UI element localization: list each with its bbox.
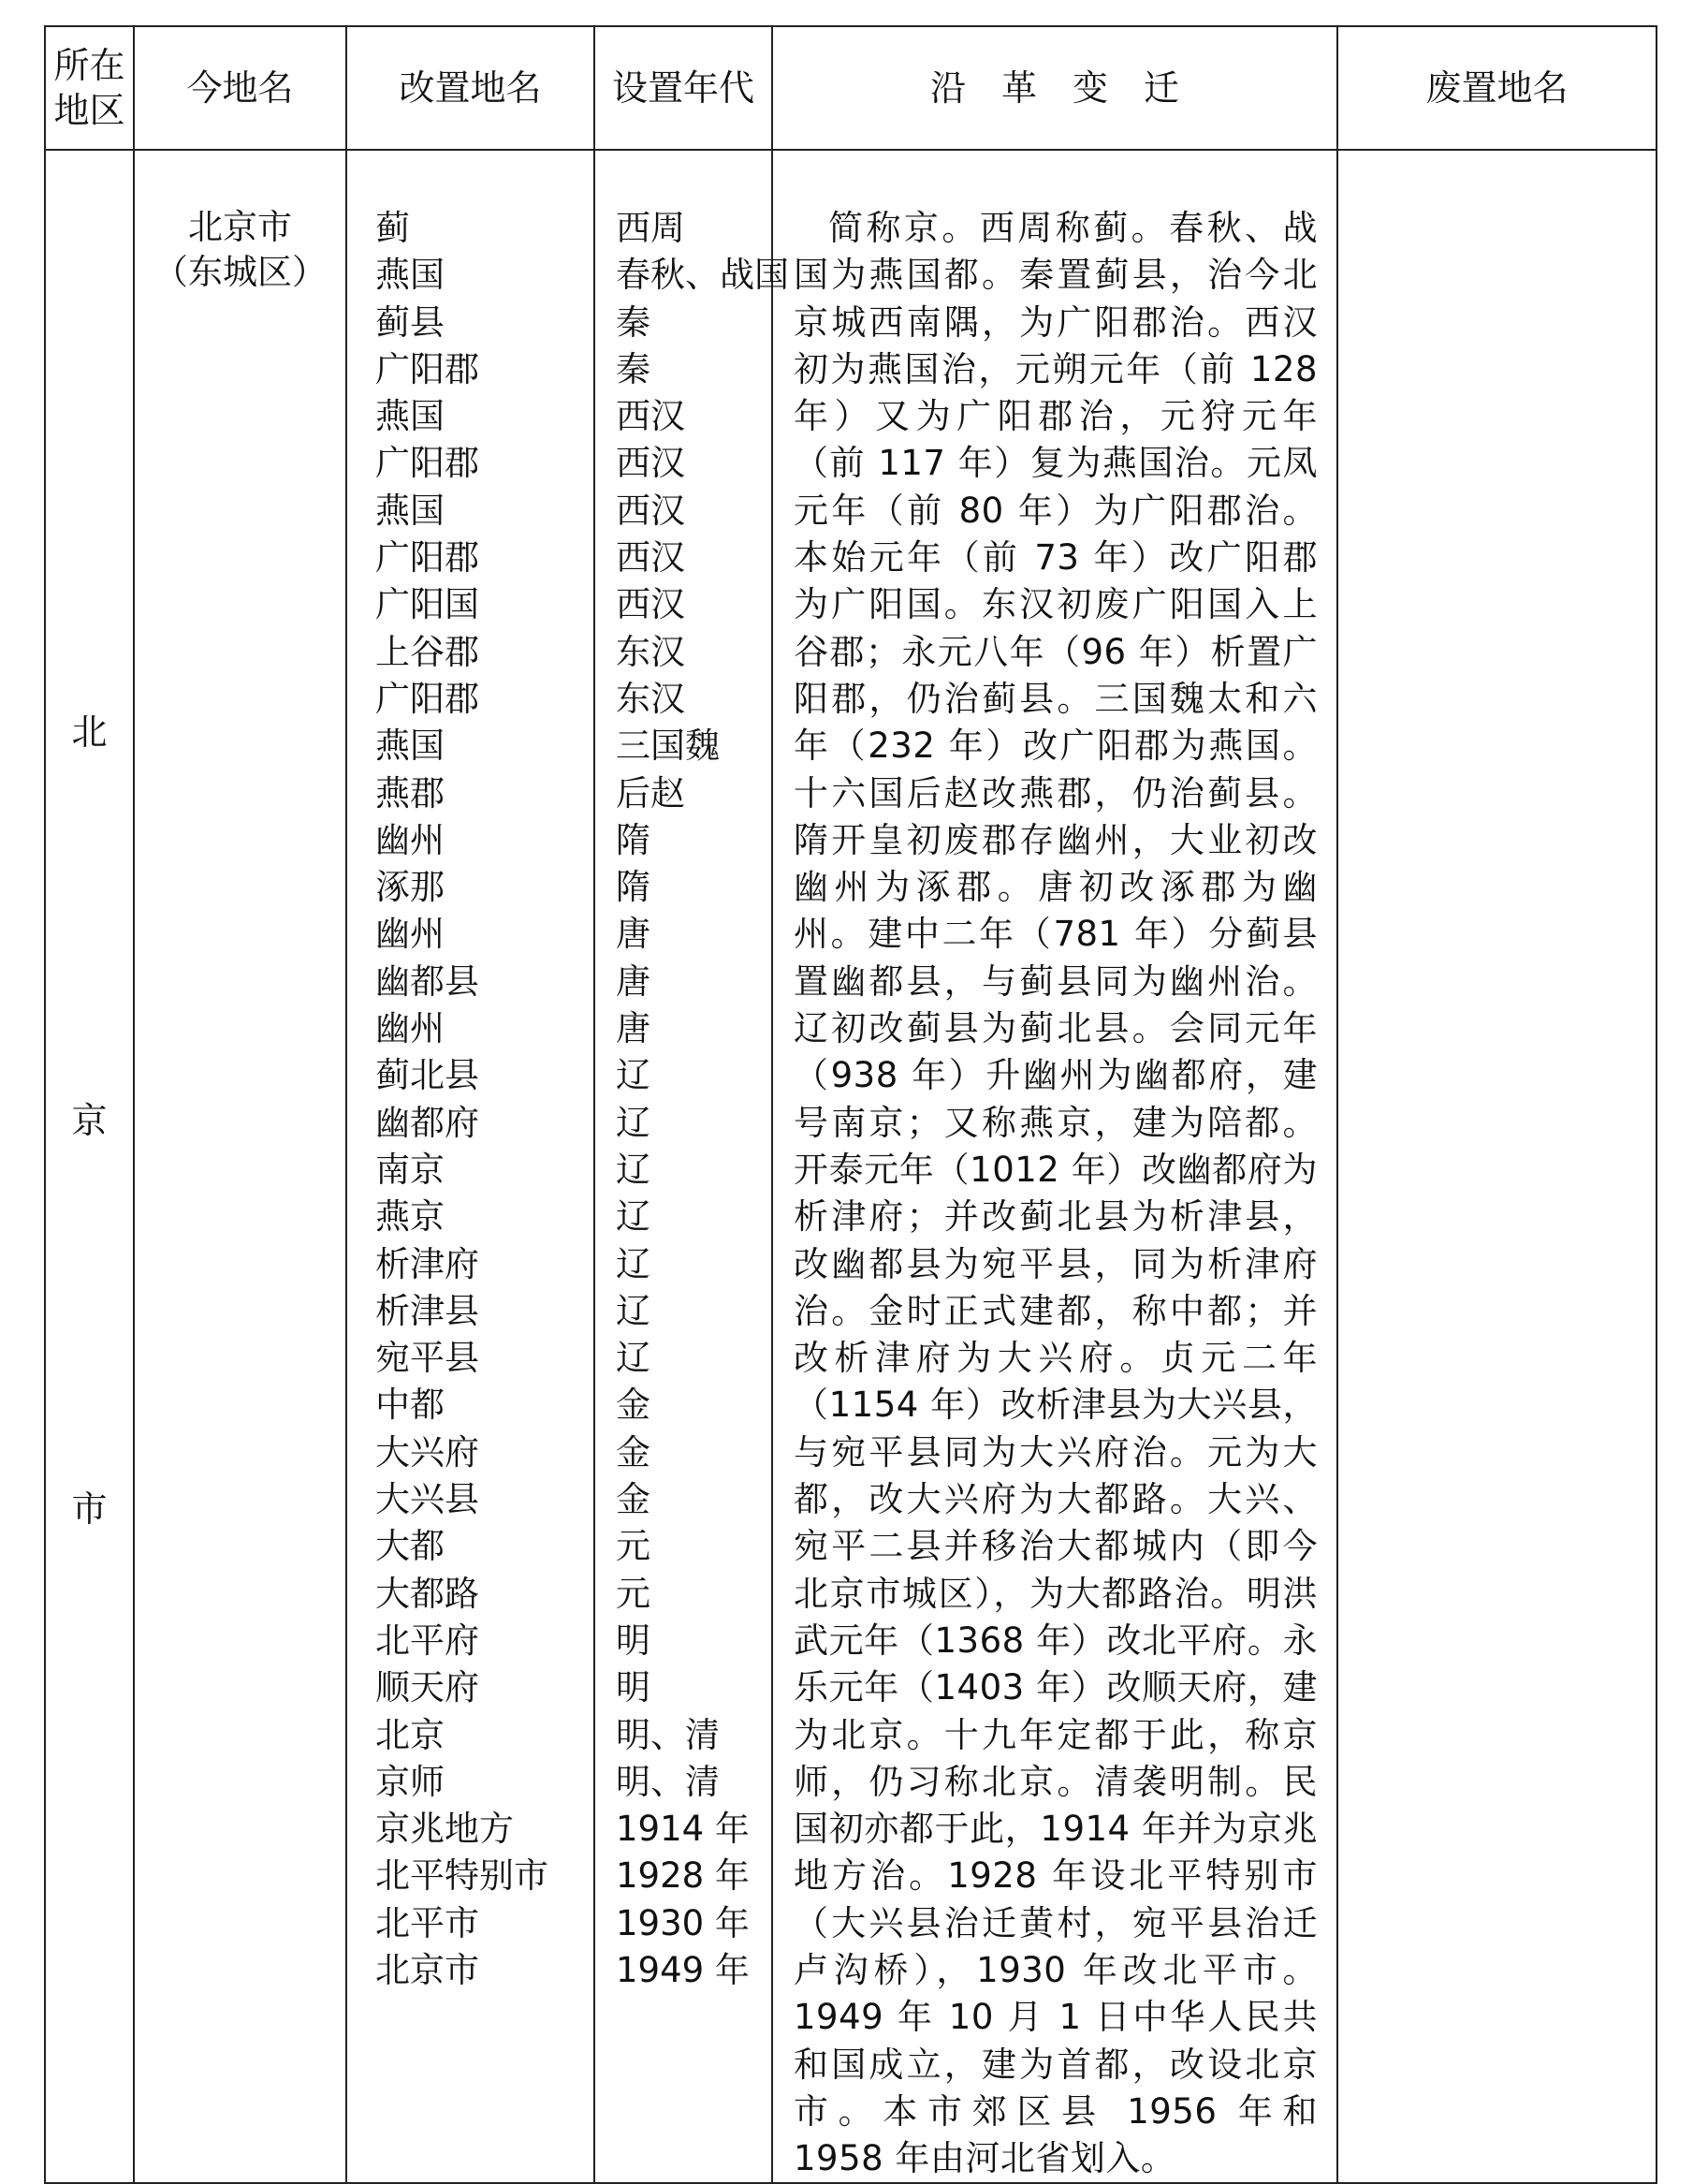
era-item: 西汉 [616, 396, 685, 437]
era-item: 隋 [616, 819, 650, 860]
era-item: 后赵 [616, 772, 685, 814]
era-item: 明 [616, 1620, 650, 1661]
changed-name-cell [346, 150, 594, 2183]
era-item: 明、清 [616, 1761, 720, 1802]
era-item: 辽 [616, 1243, 650, 1284]
era-item: 秦 [616, 348, 650, 389]
era-item: 金 [616, 1385, 650, 1426]
changed-name-item: 蓟北县 [375, 1055, 479, 1096]
region-name [46, 703, 133, 1869]
era-item: 辽 [616, 1290, 650, 1331]
era-item: 西周 [616, 208, 685, 248]
changed-name-item: 北京 [375, 1714, 445, 1755]
changed-name-item: 顺天府 [375, 1667, 479, 1708]
era-item: 西汉 [616, 537, 685, 579]
changed-name-item: 宛平县 [375, 1338, 479, 1379]
changed-name-item: 燕国 [375, 726, 445, 767]
changed-name-item: 广阳郡 [375, 537, 479, 579]
region-char: 市 [71, 1488, 108, 1530]
changed-name-item: 广阳郡 [375, 348, 479, 389]
changed-name-item: 燕国 [375, 255, 445, 296]
header-current-name: 今地名 [134, 26, 346, 150]
era-item: 辽 [616, 1338, 650, 1379]
era-item: 辽 [616, 1055, 650, 1096]
era-item: 春秋、战国 [616, 255, 789, 296]
era-item: 隋 [616, 867, 650, 908]
changed-name-item: 幽都县 [375, 960, 479, 1002]
changed-name-item: 燕京 [375, 1196, 445, 1238]
history-text: 简称京。西周称蓟。春秋、战国为燕国都。秦置蓟县，治今北京城西南隅，为广阳郡治。西汉初为燕国治，元朔元年（前 128 年）又为广阳郡治，元狩元年（前 117 年）复为燕国治。元凤元年（前 80 年）为广阳郡治。本始元年（前 73 年）改广阳郡为广阳国。东汉初废广阳国入上谷郡；永元八年（96 年）析置广阳郡，仍治蓟县。三国魏太和六年（232 年）改广阳郡为燕国。十六国后赵改燕郡，仍治蓟县。隋开皇初废郡存幽州，大业初改幽州为涿郡。唐初改涿郡为幽州。建中二年（781 年）分蓟县置幽都县，与蓟县同为幽州治。辽初改蓟县为蓟北县。会同元年（938 年）升幽州为幽都府，建号南京；又称燕京，建为陪都。开泰元年（1012 年）改幽都府为析津府；并改蓟北县为析津县，改幽都县为宛平县，同为析津府治。金时正式建都，称中都；并改析津府为大兴府。贞元二年（1154 年）改析津县为大兴县，与宛平县同为大兴府治。元为大都，改大兴府为大都路。大兴、宛平二县并移治大都城内（即今北京市城区），为大都路治。明洪武元年（1368 年）改北平府。永乐元年（1403 年）改顺天府，建为北京。十九年定都于此，称京师，仍习称北京。清袭明制。民国初亦都于此，1914 年并为京兆地方治。1928 年设北平特别市（大兴县治迁黄村，宛平县治迁卢沟桥），1930 年改北平市。1949 年 10 月 1 日中华人民共和国成立，建为首都，改设北京市。本市郊区县 1956 年和 1958 年由河北省划入。 [794, 208, 1318, 2179]
changed-name-item: 大都 [375, 1526, 445, 1567]
changed-name-item: 涿那 [375, 867, 445, 908]
gazetteer-table [44, 25, 1657, 2184]
changed-name-item: 京兆地方 [375, 1809, 514, 1850]
header-region [45, 26, 134, 150]
changed-name-item: 燕国 [375, 490, 445, 531]
era-item: 三国魏 [616, 726, 720, 767]
changed-name-item: 蓟县 [375, 301, 445, 343]
abolished-cell [1337, 150, 1657, 2183]
era-list [616, 205, 789, 1994]
changed-name-item: 上谷郡 [375, 631, 479, 672]
changed-name-item: 燕国 [375, 396, 445, 437]
changed-name-item: 北京市 [375, 1949, 479, 1990]
era-item: 东汉 [616, 678, 685, 719]
changed-name-item: 大兴县 [375, 1479, 479, 1520]
header-changed-name: 改置地名 [346, 26, 594, 150]
era-item: 秦 [616, 301, 650, 343]
era-item: 辽 [616, 1102, 650, 1143]
era-item: 金 [616, 1431, 650, 1473]
era-item: 辽 [616, 1149, 650, 1190]
era-item: 西汉 [616, 490, 685, 531]
era-item: 唐 [616, 960, 650, 1002]
changed-name-item: 京师 [375, 1761, 445, 1802]
changed-name-item: 燕郡 [375, 772, 445, 814]
era-item: 1930 年 [616, 1902, 750, 1943]
era-cell [594, 150, 789, 2183]
changed-name-item: 中都 [375, 1385, 445, 1426]
era-item: 明 [616, 1667, 650, 1708]
era-item: 东汉 [616, 631, 685, 672]
header-era: 设置年代 [594, 26, 772, 150]
era-item: 1914 年 [616, 1809, 750, 1850]
era-item: 明、清 [616, 1714, 720, 1755]
changed-name-item: 幽州 [375, 1008, 445, 1049]
era-item: 辽 [616, 1196, 650, 1238]
changed-name-item: 大兴府 [375, 1431, 479, 1473]
era-item: 元 [616, 1573, 650, 1614]
era-item: 西汉 [616, 443, 685, 484]
region-char: 京 [71, 1100, 108, 1141]
era-item: 西汉 [616, 584, 685, 625]
changed-name-item: 南京 [375, 1149, 445, 1190]
changed-name-item: 析津县 [375, 1290, 479, 1331]
changed-name-item: 广阳郡 [375, 678, 479, 719]
era-item: 唐 [616, 1008, 650, 1049]
current-name-cell [134, 150, 346, 2183]
changed-name-item: 北平府 [375, 1620, 479, 1661]
changed-name-item: 幽都府 [375, 1102, 479, 1143]
changed-name-item: 广阳国 [375, 584, 479, 625]
era-item: 1949 年 [616, 1949, 750, 1990]
header-history: 沿 革 变 迁 [772, 26, 1337, 150]
current-place-name: 北京市 （东城区） [153, 207, 327, 292]
region-cell [45, 150, 134, 2183]
history-cell [772, 150, 1337, 2183]
era-item: 唐 [616, 914, 650, 955]
changed-name-item: 北平特别市 [375, 1855, 548, 1897]
era-item: 元 [616, 1526, 650, 1567]
header-region-text: 所在 地区 [53, 45, 125, 131]
changed-name-item: 大都路 [375, 1573, 479, 1614]
changed-name-item: 幽州 [375, 819, 445, 860]
era-item: 金 [616, 1479, 650, 1520]
region-char: 北 [71, 711, 108, 753]
changed-name-list [375, 205, 593, 1994]
changed-name-item: 蓟 [375, 208, 410, 248]
changed-name-item: 幽州 [375, 914, 445, 955]
body-row [45, 150, 1657, 2183]
changed-name-item: 北平市 [375, 1902, 479, 1943]
changed-name-item: 析津府 [375, 1243, 479, 1284]
era-item: 1928 年 [616, 1855, 750, 1897]
header-row [45, 26, 1657, 150]
header-abolished: 废置地名 [1337, 26, 1657, 150]
changed-name-item: 广阳郡 [375, 443, 479, 484]
